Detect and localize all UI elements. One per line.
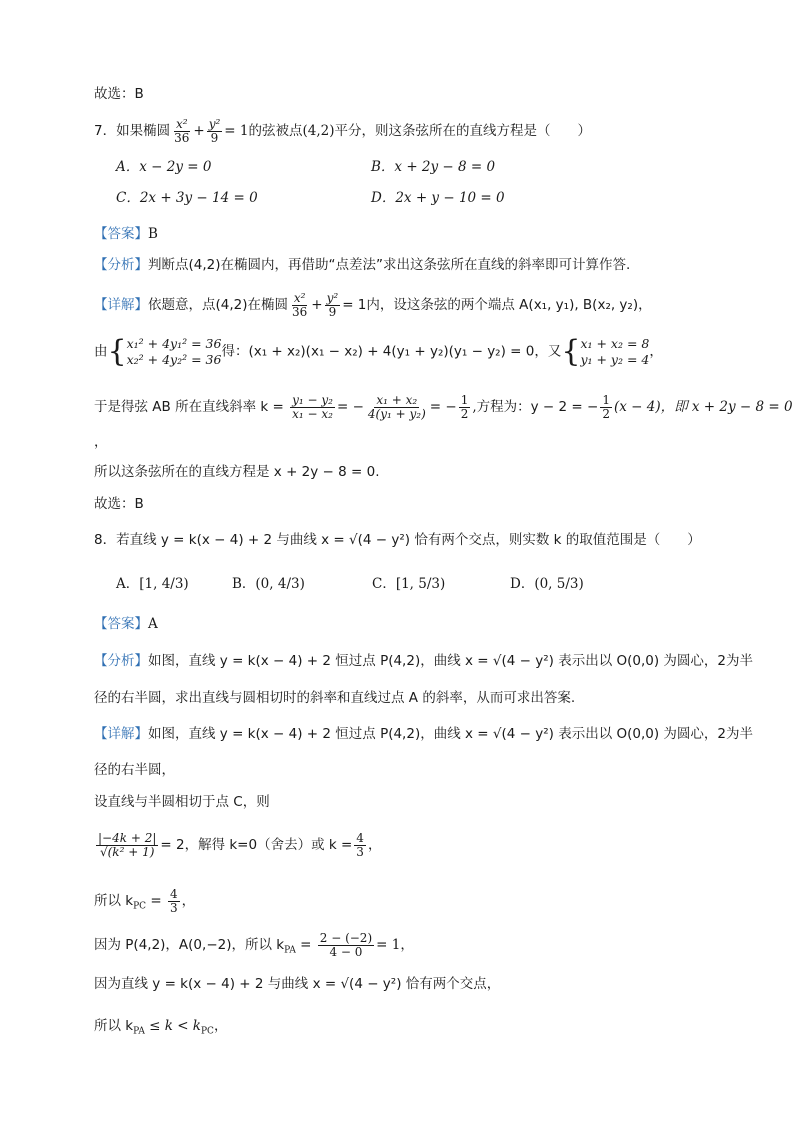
- q7-stem-mid: 的弦被点: [248, 123, 303, 139]
- q7-stem: 7．如果椭圆 $\frac{\text{x²}}{36}$ + $\frac{\text{y²}}{9}$ = 1的弦被点(4,2)平分，则这条弦所在的直线方程是（ ）: [94, 117, 591, 145]
- q8-stem: 8．若直线 y = k(x − 4) + 2 与曲线 x = √(4 − y²) 恰有两个交点，则实数 k 的取值范围是（ ）: [94, 532, 701, 548]
- q8-analysis-2: 径的右半圆，求出直线与圆相切时的斜率和直线过点 A 的斜率，从而可求出答案.: [94, 690, 576, 706]
- q8-option-d: D．(0, 5/3): [510, 576, 584, 592]
- q7-slope-frac-3: $\frac{1}{2}$: [460, 393, 469, 421]
- q8-answer-value: A: [148, 616, 158, 632]
- q7-detail-2b: 得：(x₁ + x₂)(x₁ − x₂) + 4(y₁ + y₂)(y₁ − y₂) = 0，又: [221, 343, 562, 360]
- q7-answer-value: B: [148, 226, 158, 242]
- q8-kpa-frac: $\frac{2 - (-2)}{4 - 0}$: [319, 931, 373, 959]
- q7-system-2-row-2: y₁ + y₂ = 4: [580, 352, 650, 367]
- q7-system-1-row-1: x₁² + 4y₁² = 36: [126, 336, 222, 351]
- q7-detail-tag: 【详解】: [94, 297, 148, 313]
- q7-detail-frac-y: $\frac{\text{y²}}{9}$: [326, 291, 339, 319]
- q7-answer: [94, 224, 158, 244]
- q7-option-d: D．2x + y − 10 = 0: [371, 190, 505, 206]
- q7-system-1-row-2: x₂² + 4y₂² = 36: [126, 352, 222, 367]
- q8-detail-2: 径的右半圆，: [94, 762, 175, 778]
- q7-option-b: B．x + 2y − 8 = 0: [371, 159, 496, 175]
- q8-detail-7: 因为直线 y = k(x − 4) + 2 与曲线 x = √(4 − y²) 恰有两个交点，: [94, 976, 501, 992]
- q7-ellipse-frac-x: $\frac{\text{x²}}{36}$: [174, 117, 190, 145]
- q7-ellipse-frac-y: $\frac{\text{y²}}{9}$: [208, 117, 221, 145]
- q8-detail-8-sub-1: PA: [133, 1026, 145, 1037]
- q8-answer: [94, 614, 158, 634]
- q7-stem-post: 平分，则这条弦所在的直线方程是（ ）: [334, 123, 591, 139]
- q7-detail-frac-x: $\frac{\text{x²}}{36}$: [292, 291, 308, 319]
- q8-detail-8-mid: ≤ k < k: [144, 1018, 201, 1034]
- q8-detail-3: 设直线与半圆相切于点 C，则: [94, 794, 270, 810]
- q7-system-2: { x₁ + x₂ = 8 y₁ + y₂ = 4: [561, 334, 650, 369]
- q8-analysis-1: [94, 651, 753, 671]
- q8-option-b: B．(0, 4/3): [232, 576, 305, 592]
- q8-analysis-tag: 【分析】: [94, 653, 148, 669]
- q8-analysis-text-1: 如图，直线 y = k(x − 4) + 2 恒过点 P(4,2)，曲线 x = √(4 − y²) 表示出以 O(0,0) 为圆心，2为半: [148, 653, 753, 669]
- q7-analysis-text: 判断点(4,2)在椭圆内，再借助“点差法”求出这条弦所在直线的斜率即可计算作答.: [148, 257, 631, 273]
- q8-detail-1: [94, 724, 753, 744]
- q8-distance-frac: $\frac{|-4k + 2|}{\text{√(k² + 1)}}$: [98, 831, 157, 859]
- q7-detail-2c: ，: [649, 343, 663, 360]
- q7-analysis-tag: 【分析】: [94, 257, 148, 273]
- q8-detail-8-pre: 所以 k: [94, 1018, 134, 1034]
- q8-detail-6-post: = 1，: [376, 937, 414, 953]
- q8-detail-8-sub-2: PC: [201, 1026, 214, 1037]
- q7-slope-frac-2: $\frac{\text{x₁ + x₂}}{\text{4(y₁ + y₂)}}$: [367, 393, 426, 421]
- q7-detail-2: [94, 336, 663, 368]
- q7-stem-pre: 7．如果椭圆: [94, 123, 171, 139]
- q7-detail-1a: 依题意，点(4,2)在椭圆: [148, 297, 289, 313]
- q7-detail-2a: 由: [94, 343, 108, 360]
- q7-detail-3: 于是得弦 AB 所在直线斜率 k = $\frac{\text{y₁ − y₂}}{\text{x₁ − x₂}}$ = − $\frac{\text{x₁ + x₂}}{\text{4(y₁ + y₂)}}$ = − $\frac{1}{2}$ ,方程为：y − 2 = − $\frac{1}{2}$ (x − 4)，即 x + 2y − 8 = 0: [94, 393, 793, 421]
- q7-choice: 故选：B: [94, 496, 144, 512]
- q7-system-1: { x₁² + 4y₁² = 36 x₂² + 4y₂² = 36: [107, 334, 222, 369]
- q8-detail-6: 因为 P(4,2)，A(0,−2)，所以 $k_{PA}$ = $\frac{2 - (-2)}{4 - 0}$ = 1，: [94, 931, 414, 959]
- q8-detail-5: 所以 $k_{PC}$ = $\frac{4}{3}$ ，: [94, 887, 196, 915]
- q8-option-c: C．[1, 5/3): [372, 576, 446, 592]
- q7-point: (4,2): [302, 123, 335, 139]
- q7-slope-frac-1: $\frac{\text{y₁ − y₂}}{\text{x₁ − x₂}}$: [292, 393, 333, 421]
- q7-slope-frac-4: $\frac{1}{2}$: [602, 393, 610, 421]
- q7-detail-4: 所以这条弦所在的直线方程是 x + 2y − 8 = 0.: [94, 464, 380, 480]
- q7-detail-1: 【详解】依题意，点(4,2)在椭圆 $\frac{\text{x²}}{36}$ + $\frac{\text{y²}}{9}$ = 1内，设这条弦的两个端点 A(x₁, y₁), B(x₂, y₂)，: [94, 291, 652, 319]
- q7-option-c: C．2x + 3y − 14 = 0: [116, 190, 258, 206]
- q7-detail-3b: 方程为：y − 2 = −: [476, 399, 599, 415]
- q7-system-2-row-1: x₁ + x₂ = 8: [580, 336, 650, 351]
- q7-detail-1b: = 1内，设这条弦的两个端点 A(x₁, y₁), B(x₂, y₂)，: [342, 297, 652, 313]
- q8-detail-6-sub: PA: [284, 945, 296, 956]
- q8-detail-5-pre: 所以 k: [94, 893, 134, 909]
- q8-detail-8: [94, 1016, 227, 1042]
- q8-detail-4: $\frac{|-4k + 2|}{\text{√(k² + 1)}}$ = 2，解得 k=0（舍去）或 k = $\frac{4}{3}$ ，: [98, 831, 382, 859]
- q8-detail-4-post: = 2，解得 k=0（舍去）或 k =: [160, 837, 353, 853]
- q8-detail-tag: 【详解】: [94, 726, 148, 742]
- q8-answer-tag: 【答案】: [94, 616, 148, 632]
- q8-detail-5-sub: PC: [133, 901, 147, 912]
- prev-choice: 故选：B: [94, 86, 144, 102]
- q8-detail-text-1: 如图，直线 y = k(x − 4) + 2 恒过点 P(4,2)，曲线 x = √(4 − y²) 表示出以 O(0,0) 为圆心，2为半: [148, 726, 753, 742]
- q7-answer-tag: 【答案】: [94, 226, 148, 242]
- q8-option-a: A．[1, 4/3): [116, 576, 189, 592]
- q8-detail-8-post: ，: [213, 1018, 228, 1034]
- q7-analysis: [94, 255, 630, 275]
- q7-detail-3c: (x − 4)，即 x + 2y − 8 = 0: [613, 399, 793, 415]
- q7-comma-line: ，: [94, 434, 108, 450]
- q8-k-frac: $\frac{4}{3}$: [356, 831, 364, 859]
- q7-detail-3a: 于是得弦 AB 所在直线斜率 k =: [94, 399, 284, 415]
- q8-kpc-frac: $\frac{4}{3}$: [169, 887, 178, 915]
- q8-detail-6-pre: 因为 P(4,2)，A(0,−2)，所以 k: [94, 937, 285, 953]
- q7-option-a: A．x − 2y = 0: [116, 159, 212, 175]
